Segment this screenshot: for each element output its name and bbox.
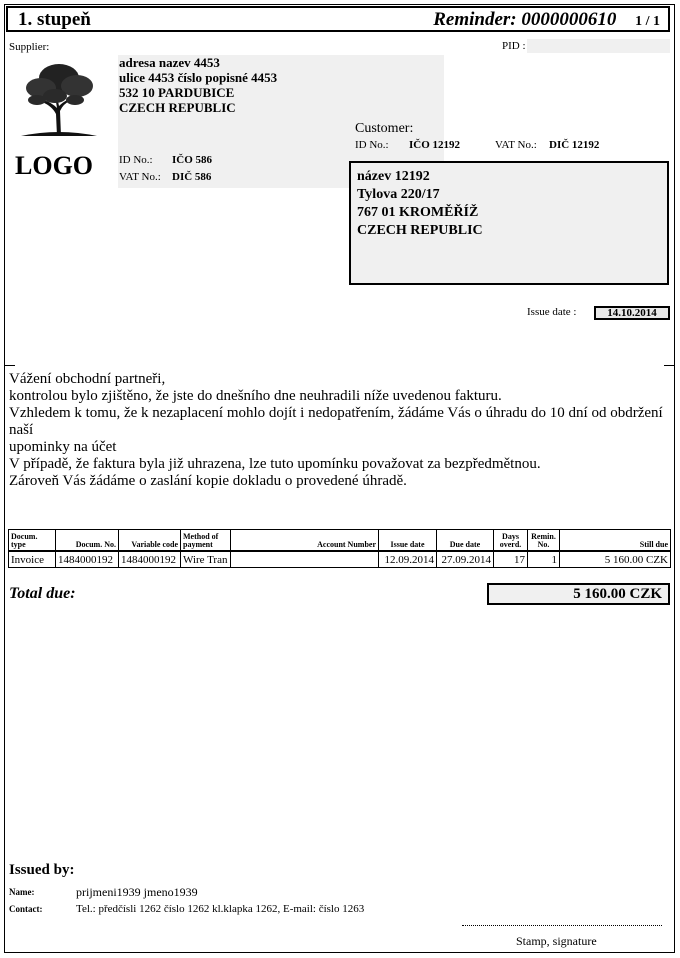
customer-address-line: Tylova 220/17	[357, 187, 440, 202]
letter-line: Vzhledem k tomu, že k nezaplacení mohlo dojít i nedopatřením, žádáme Vás o úhradu do 10 dní od obdržení naší	[9, 405, 663, 438]
letter-line: V případě, že faktura byla již uhrazena, lze tuto upomínku považovat za bezpředmětnou.	[9, 456, 541, 472]
stamp-signature-label: Stamp, signature	[516, 934, 597, 948]
page-number: 1 / 1	[635, 14, 660, 29]
fold-mark-right	[664, 365, 674, 366]
total-due-label: Total due:	[9, 585, 76, 602]
customer-address-line: 767 01 KROMĚŘÍŽ	[357, 205, 479, 220]
customer-address-line: CZECH REPUBLIC	[357, 223, 483, 238]
reminder-level: 1. stupeň	[18, 9, 91, 30]
tree-icon	[19, 56, 99, 138]
contact-value: Tel.: předčísli 1262 číslo 1262 kl.klapka 1262, E-mail: číslo 1263	[76, 903, 365, 915]
customer-address-box	[349, 161, 669, 285]
col-header-variable-code: Variable code	[119, 530, 181, 552]
cell-method-of-payment: Wire Tran	[181, 551, 231, 568]
letter-line: kontrolou bylo zjištěno, že jste do dnešního dne neuhradili níže uvedenou fakturu.	[9, 388, 502, 404]
table-row	[9, 551, 671, 568]
company-logo	[19, 56, 99, 143]
customer-address-line: název 12192	[357, 169, 430, 184]
customer-label: Customer:	[355, 121, 414, 136]
pid-label: PID :	[502, 40, 526, 52]
supplier-vat-label: VAT No.:	[119, 171, 161, 183]
table-header-row	[9, 530, 671, 552]
contact-label: Contact:	[9, 904, 43, 914]
total-due-value: 5 160.00 CZK	[487, 583, 670, 605]
supplier-address	[119, 55, 277, 115]
reminder-header	[6, 6, 670, 32]
col-header-days-overdue: Days overd.	[494, 530, 528, 552]
reminder-id	[433, 9, 660, 31]
customer-id-label: ID No.:	[355, 139, 389, 151]
col-header-reminder-no: Remin. No.	[528, 530, 560, 552]
col-header-still-due: Still due	[560, 530, 671, 552]
supplier-id-value: IČO 586	[172, 154, 213, 166]
cell-docum-no: 1484000192	[56, 551, 119, 568]
cell-still-due: 5 160.00 CZK	[560, 551, 671, 568]
supplier-address-line: 532 10 PARDUBICE	[119, 85, 235, 100]
issue-date-label: Issue date :	[527, 306, 577, 318]
col-header-method-of-payment: Method of payment	[181, 530, 231, 552]
supplier-vat-value: DIČ 586	[172, 171, 212, 183]
cell-variable-code: 1484000192	[119, 551, 181, 568]
customer-id-value: IČO 12192	[409, 139, 461, 151]
overdue-items-table	[8, 529, 671, 568]
supplier-id-label: ID No.:	[119, 154, 153, 166]
reminder-number: 0000000610	[521, 9, 617, 30]
col-header-issue-date: Issue date	[379, 530, 437, 552]
supplier-address-line: CZECH REPUBLIC	[119, 100, 236, 115]
name-value: prijmeni1939 jmeno1939	[76, 885, 198, 899]
cell-reminder-no: 1	[528, 551, 560, 568]
fold-mark-left	[5, 365, 15, 366]
cell-days-overdue: 17	[494, 551, 528, 568]
issued-by-label: Issued by:	[9, 862, 75, 878]
cell-docum-type: Invoice	[9, 551, 56, 568]
issue-date-value: 14.10.2014	[594, 306, 670, 320]
cell-account-number	[231, 551, 379, 568]
letter-line: Vážení obchodní partneři,	[9, 371, 166, 387]
col-header-account-number: Account Number	[231, 530, 379, 552]
logo-text: LOGO	[15, 151, 94, 180]
supplier-address-line: ulice 4453 číslo popisné 4453	[119, 70, 278, 85]
cell-issue-date: 12.09.2014	[379, 551, 437, 568]
cell-due-date: 27.09.2014	[437, 551, 494, 568]
customer-vat-label: VAT No.:	[495, 139, 537, 151]
reminder-letter	[9, 371, 664, 490]
supplier-address-line: adresa nazev 4453	[119, 55, 220, 70]
pid-field	[527, 39, 670, 53]
letter-line: upominky na účet	[9, 439, 117, 455]
col-header-due-date: Due date	[437, 530, 494, 552]
supplier-label: Supplier:	[9, 41, 50, 53]
customer-vat-value: DIČ 12192	[549, 139, 600, 151]
letter-line: Zároveň Vás žádáme o zaslání kopie dokladu o provedené úhradě.	[9, 473, 407, 489]
col-header-docum-type: Docum. type	[9, 530, 56, 552]
col-header-docum-no: Docum. No.	[56, 530, 119, 552]
reminder-label: Reminder:	[433, 9, 517, 30]
signature-line	[462, 925, 662, 926]
name-label: Name:	[9, 887, 35, 897]
